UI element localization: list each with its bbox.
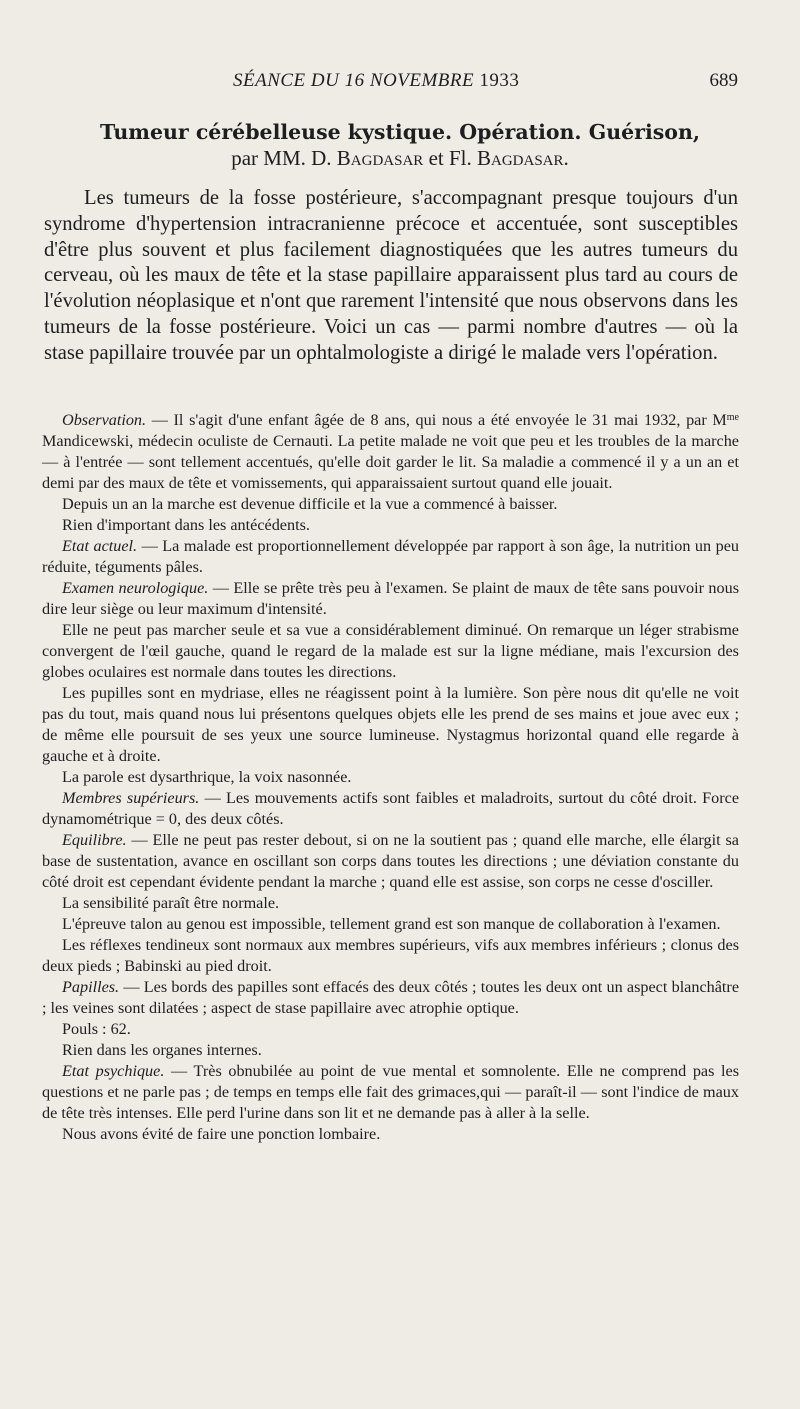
article-title: Tumeur cérébelleuse kystique. Opération. Guérison, [99, 120, 701, 144]
page-number: 689 [709, 70, 738, 91]
intro-paragraph: Les tumeurs de la fosse postérieure, s'accompagnant presque toujours d'un syndrome d'hypertension intracranienne précoce et accentuée, sont susceptibles d'être plus souvent et plus facilement diagnostiquées que les autres tumeurs du cerveau, où les maux de tête et la stase papillaire apparaissent plus tard au cours de l'évolution néoplasique et n'ont que rarement l'intensité que nous observons dans les tumeurs de la fosse postérieure. Voici un cas — parmi nombre d'autres — où la stase papillaire trouvée par un ophtalmologiste a dirigé le malade vers l'opération. [44, 187, 738, 364]
paragraph: Nous avons évité de faire une ponction lombaire. [62, 1125, 381, 1143]
paragraph: Membres supérieurs. — Les mouvements actifs sont faibles et maladroits, surtout du côté droit. Force dynamométrique = 0, des deux côtés. [42, 789, 740, 828]
paragraph: Rien d'important dans les antécédents. [62, 516, 310, 534]
paragraph: Elle ne peut pas marcher seule et sa vue a considérablement diminué. On remarque un léger strabisme convergent de l'œil gauche, quand le regard de la malade est sur la ligne médiane, mais l'excursion des globes oculaires est normale dans toutes les directions. [42, 621, 739, 681]
paragraph: Depuis un an la marche est devenue difficile et la vue a commencé à baisser. [62, 495, 558, 513]
paragraph: Etat psychique. — Très obnubilée au point de vue mental et somnolente. Elle ne comprend pas les questions et ne parle pas ; de temps en temps elle fait des grimaces,qui — paraît-il — sont l'indice de maux de tête très intenses. Elle perd l'urine dans son lit et ne demande pas à aller à la selle. [42, 1062, 740, 1122]
paragraph: Les pupilles sont en mydriase, elles ne réagissent point à la lumière. Son père nous dit qu'elle ne voit pas du tout, mais quand nous lui présentons quelques objets elle les prend de ses mains et joue avec eux ; de même elle poursuit de ses yeux une source lumineuse. Nystagmus horizontal quand elle regarde à gauche et à droite. [42, 684, 739, 765]
paragraph: La parole est dysarthrique, la voix nasonnée. [62, 768, 352, 786]
paragraph: Papilles. — Les bords des papilles sont effacés des deux côtés ; toutes les deux ont un aspect blanchâtre ; les veines sont dilatées ; aspect de stase papillaire avec atrophie optique. [42, 978, 739, 1017]
paragraph: Etat actuel. — La malade est proportionnellement développée par rapport à son âge, la nutrition un peu réduite, téguments pâles. [42, 537, 739, 576]
author-2: Bagdasar. [477, 146, 569, 170]
running-header [48, 70, 738, 94]
paragraph: Rien dans les organes internes. [62, 1041, 262, 1059]
author-1: Bagdasar [336, 146, 424, 170]
paragraph: L'épreuve talon au genou est impossible, tellement grand est son manque de collaboration à l'examen. [62, 915, 721, 933]
running-title: SÉANCE DU 16 NOVEMBRE 1933 [233, 70, 520, 91]
paragraph: Equilibre. — Elle ne peut pas rester debout, si on ne la soutient pas ; quand elle marche, elle élargit sa base de sustentation, avance en oscillant son corps dans toutes les directions ; une déviation constante du côté droit est cependant évidente pendant la marche ; quand elle est assise, son corps ne cesse d'osciller. [42, 831, 739, 891]
paragraph: Observation. — Il s'agit d'une enfant âgée de 8 ans, qui nous a été envoyée le 31 mai 1932, par $M^{me}$ Mandicewski, médecin oculiste de Cernauti. La petite malade ne voit que peu et les troubles de la marche — à l'entrée — sont tellement accentués, qu'elle doit garder le lit. Sa maladie a commencé il y a un an et demi par des maux de tête et vomissements, qui apparaissaient surtout quand elle jouait. [42, 411, 739, 492]
paragraph: La sensibilité paraît être normale. [62, 894, 280, 912]
paragraph: Les réflexes tendineux sont normaux aux membres supérieurs, vifs aux membres inférieurs ; clonus des deux pieds ; Babinski au pied droit. [42, 936, 739, 975]
header-year: 1933 [479, 70, 520, 91]
article-authors: par MM. D. Bagdasar et Fl. Bagdasar. [231, 146, 569, 170]
paragraph: Examen neurologique. — Elle se prête très peu à l'examen. Se plaint de maux de tête sans pouvoir nous dire leur siège ou leur maximum d'intensité. [42, 579, 739, 618]
observation-body [42, 410, 739, 1145]
paragraph: Pouls : 62. [62, 1020, 131, 1038]
